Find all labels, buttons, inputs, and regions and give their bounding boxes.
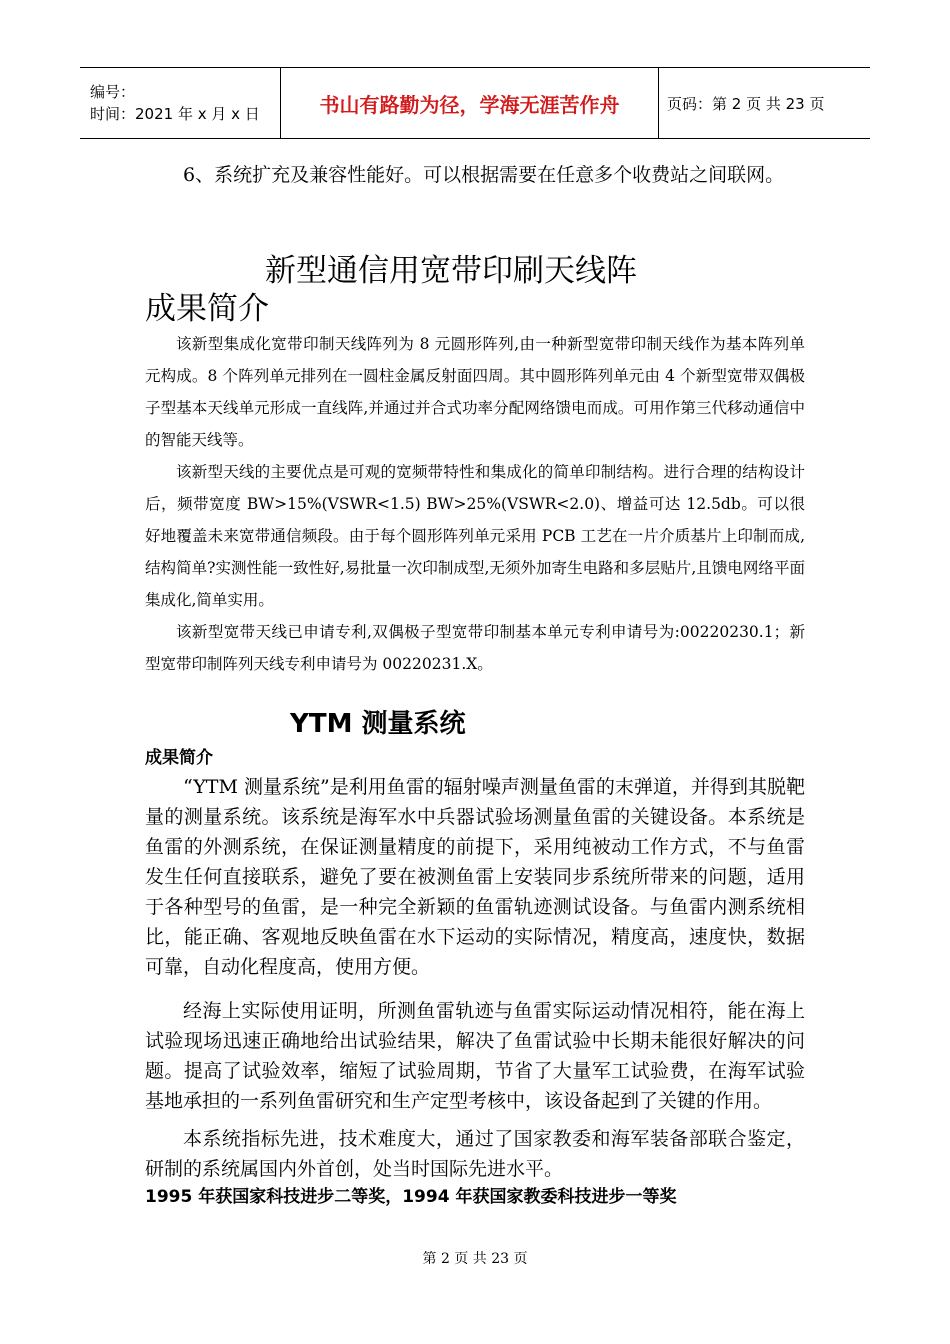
section1-paragraph-3: 该新型宽带天线已申请专利,双偶极子型宽带印制基本单元专利申请号为:00220230.1；新型宽带印制阵列天线专利申请号为 00220231.X。 (145, 623, 805, 673)
page-header (80, 67, 870, 139)
section2-paragraph-2: 经海上实际使用证明，所测鱼雷轨迹与鱼雷实际运动情况相符，能在海上试验现场迅速正确地给出试验结果，解决了鱼雷试验中长期未能很好解决的问题。提高了试验效率，缩短了试验周期，节省了大量军工试验费，在海军试验基地承担的一系列鱼雷研究和生产定型考核中，该设备起到了关键的作用。 (145, 1000, 805, 1112)
section1-paragraph-2: 该新型天线的主要优点是可观的宽频带特性和集成化的简单印制结构。进行合理的结构设计后，频带宽度 BW>15%(VSWR<1.5) BW>25%(VSWR<2.0)、增益可达 12.5db。可以很好地覆盖未来宽带通信频段。由于每个圆形阵列单元采用 PCB 工艺在一片介质基片上印制而成,结构简单?实测性能一致性好,易批量一次印制成型,无须外加寄生电路和多层贴片,且馈电网络平面集成化,简单实用。 (145, 463, 805, 609)
header-motto (280, 68, 659, 138)
header-meta (80, 68, 280, 138)
page-info-text: 页码：第 2 页 共 23 页 (667, 94, 825, 113)
page-footer: 第 2 页 共 23 页 (422, 1251, 528, 1267)
section1-title: 新型通信用宽带印刷天线阵 (265, 253, 637, 289)
section2-subtitle: 成果简介 (145, 748, 213, 768)
motto-text: 书山有路勤为径，学海无涯苦作舟 (319, 92, 620, 117)
section1-paragraph-1: 该新型集成化宽带印制天线阵列为 8 元圆形阵列,由一种新型宽带印制天线作为基本阵列单元构成。8 个阵列单元排列在一圆柱金属反射面四周。其中圆形阵列单元由 4 个新型宽带双偶极子型基本天线单元形成一直线阵,并通过并合式功率分配网络馈电而成。可用作第三代移动通信中的智能天线等。 (145, 335, 805, 449)
section1-subtitle: 成果简介 (145, 291, 269, 327)
date-label: 时间：2021 年 x 月 x 日 (90, 105, 260, 123)
section2-paragraph-3: 本系统指标先进，技术难度大，通过了国家教委和海军装备部联合鉴定，研制的系统属国内外首创，处当时国际先进水平。 (145, 1128, 805, 1180)
intro-paragraph: 6、系统扩充及兼容性能好。可以根据需要在任意多个收费站之间联网。 (183, 164, 785, 186)
section2-title: YTM 测量系统 (290, 709, 466, 739)
number-label: 编号： (90, 83, 136, 101)
header-page-info (659, 68, 870, 138)
award-line: 1995 年获国家科技进步二等奖，1994 年获国家教委科技进步一等奖 (145, 1187, 677, 1207)
section2-paragraph-1: “YTM 测量系统”是利用鱼雷的辐射噪声测量鱼雷的末弹道，并得到其脱靶量的测量系统。该系统是海军水中兵器试验场测量鱼雷的关键设备。本系统是鱼雷的外测系统，在保证测量精度的前提下，采用纯被动工作方式，不与鱼雷发生任何直接联系，避免了要在被测鱼雷上安装同步系统所带来的问题，适用于各种型号的鱼雷，是一种完全新颖的鱼雷轨迹测试设备。与鱼雷内测系统相比，能正确、客观地反映鱼雷在水下运动的实际情况，精度高，速度快，数据可靠，自动化程度高，使用方便。 (145, 776, 805, 978)
